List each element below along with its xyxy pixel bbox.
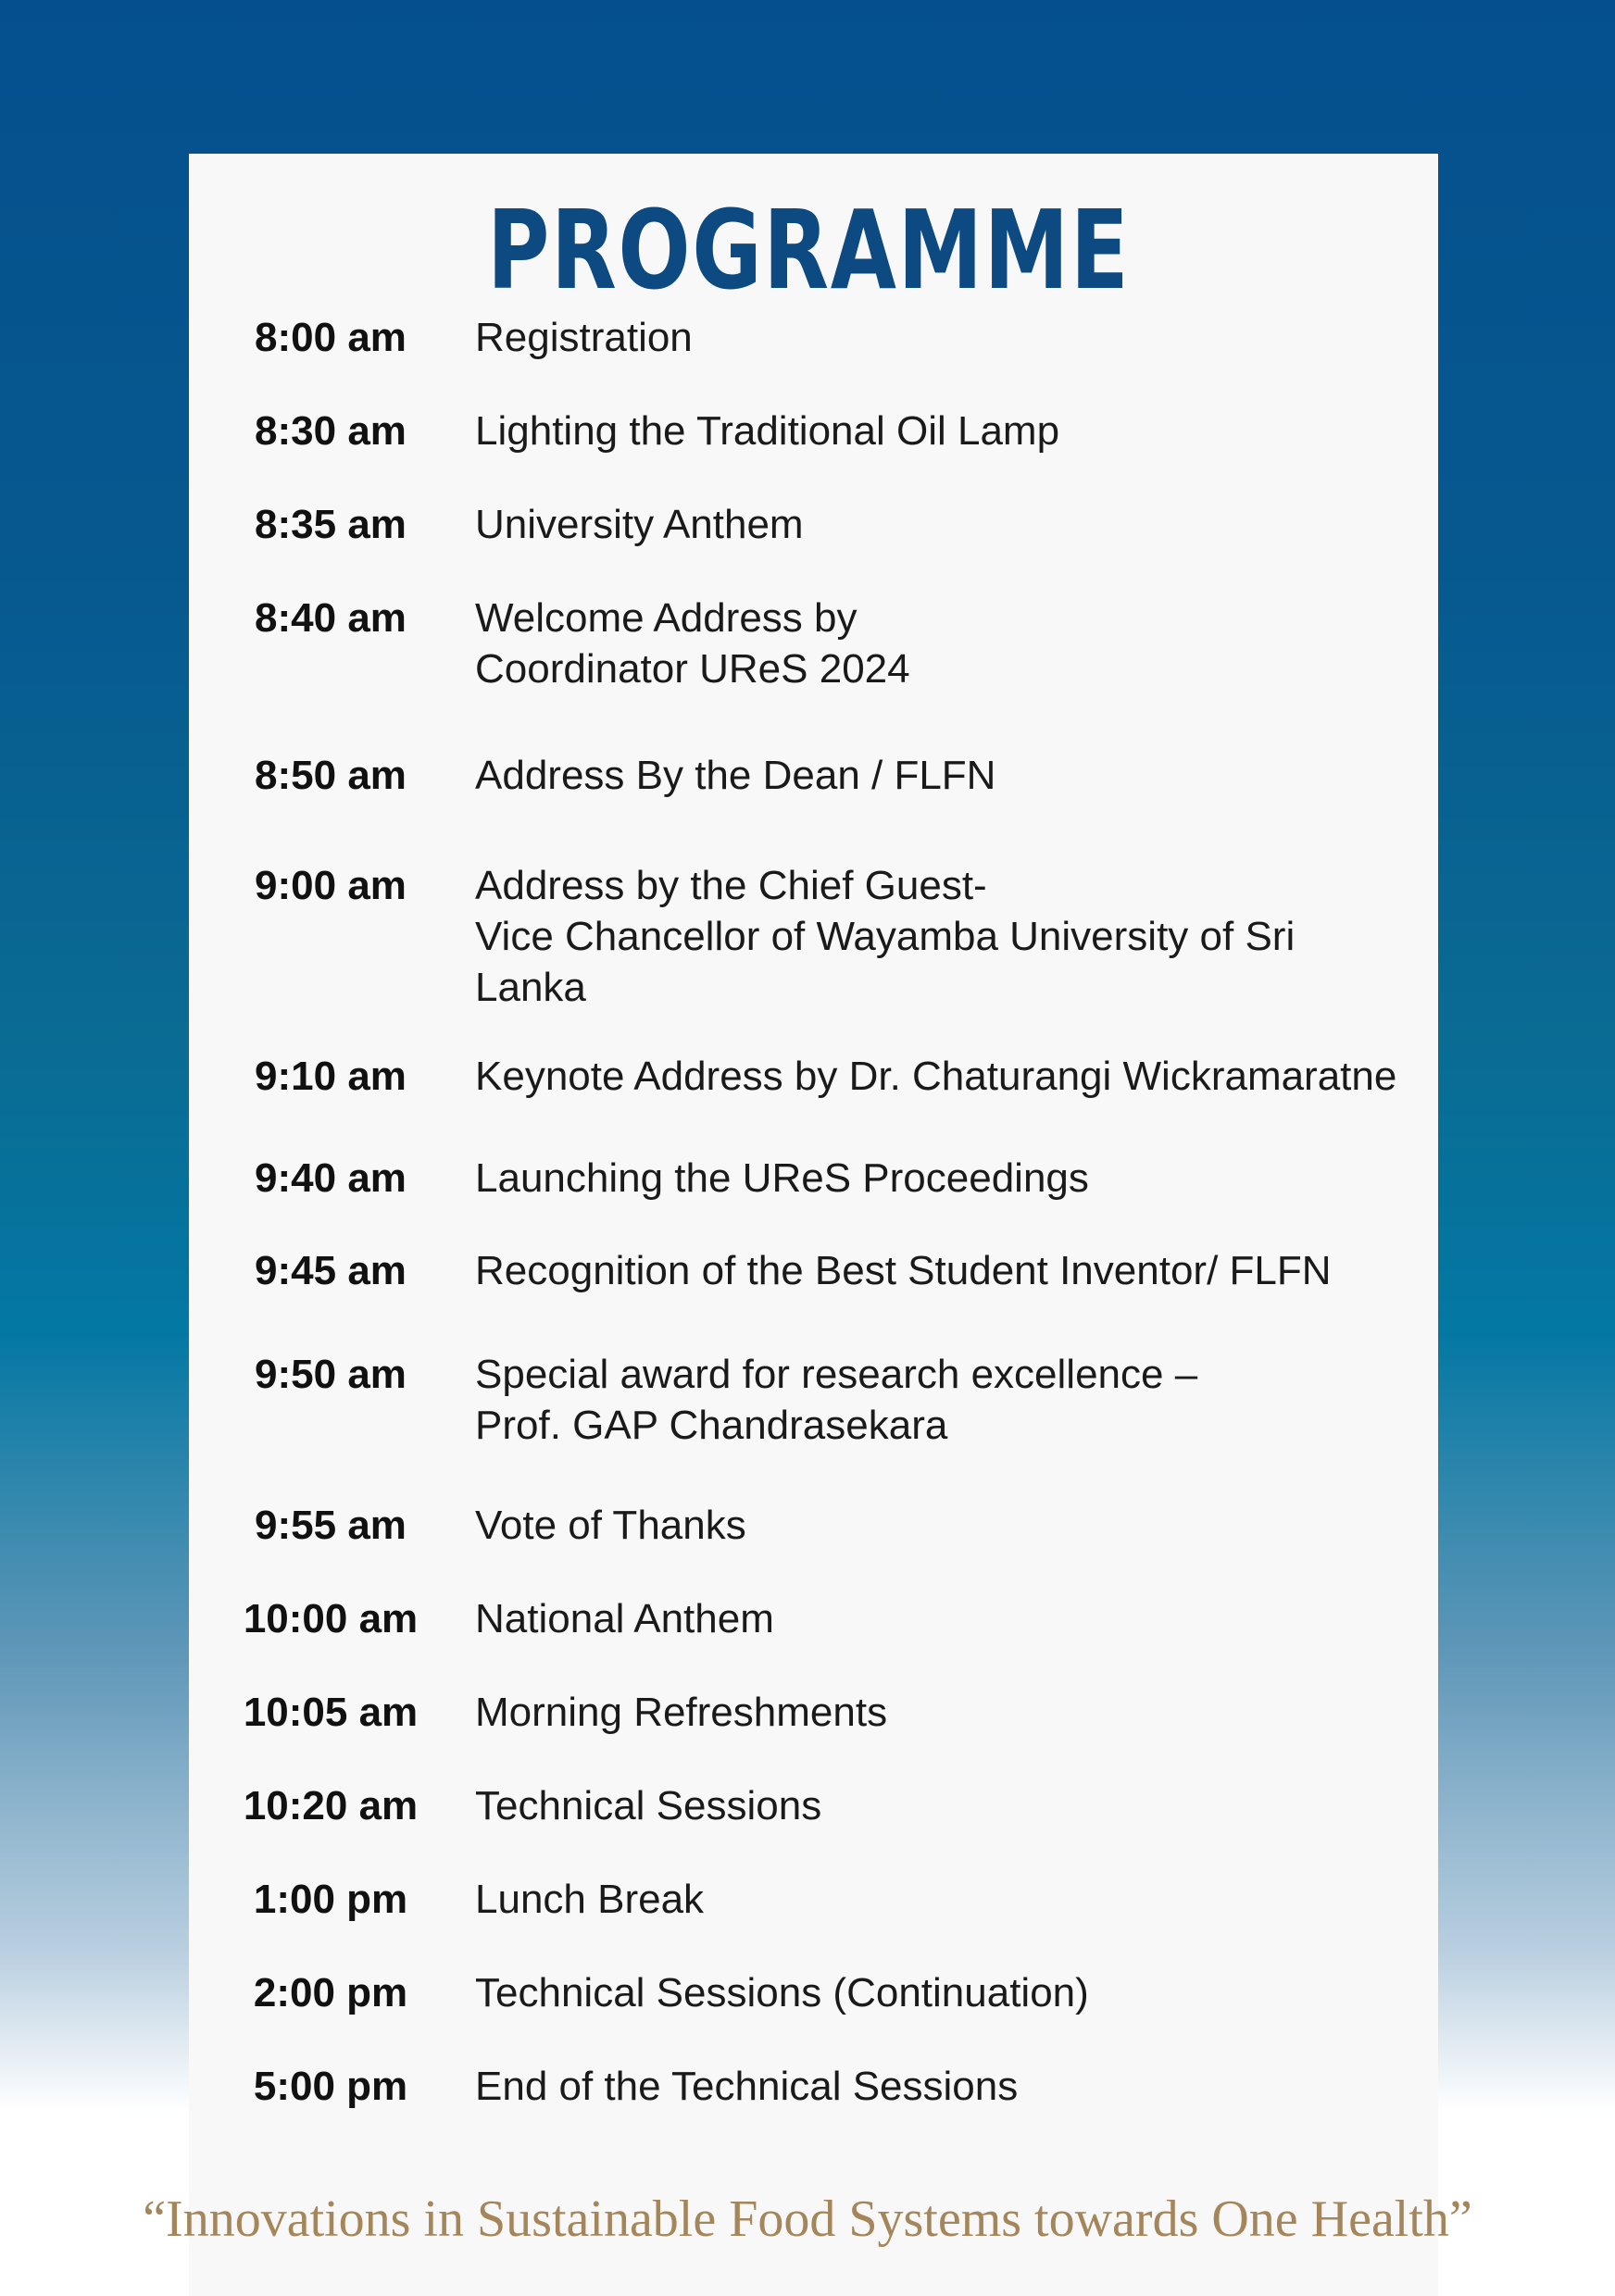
schedule-description — [475, 1593, 1433, 1644]
schedule-description — [475, 312, 1433, 363]
schedule-description-line: Welcome Address by — [475, 595, 858, 641]
schedule-description — [475, 1245, 1433, 1296]
schedule-description — [475, 406, 1433, 456]
schedule-description — [475, 1780, 1433, 1831]
schedule-description-line: Prof. GAP Chandrasekara — [475, 1403, 948, 1448]
tagline: “Innovations in Sustainable Food Systems towards One Health” — [143, 2190, 1472, 2248]
schedule-description-line: Vice Chancellor of Wayamba University of Sri — [475, 914, 1296, 959]
schedule-time: 8:50 am — [255, 753, 407, 798]
schedule-time: 10:05 am — [243, 1690, 419, 1735]
schedule-description-line: Registration — [475, 315, 693, 360]
schedule-time: 8:00 am — [255, 315, 407, 360]
schedule-description — [475, 2061, 1433, 2112]
schedule-description-line: University Anthem — [475, 502, 804, 547]
schedule-description — [475, 1687, 1433, 1738]
schedule-time: 2:00 pm — [253, 1970, 408, 2015]
schedule-time: 9:40 am — [255, 1155, 407, 1201]
schedule-description-line: Lighting the Traditional Oil Lamp — [475, 408, 1060, 454]
schedule-time: 10:20 am — [243, 1783, 419, 1828]
schedule-description-line: Technical Sessions — [475, 1783, 822, 1828]
schedule-description-line: Lanka — [475, 965, 586, 1010]
schedule-description — [475, 1874, 1433, 1925]
schedule-time: 1:00 pm — [253, 1877, 408, 1922]
schedule-time: 9:10 am — [255, 1054, 407, 1099]
schedule-description — [475, 1967, 1433, 2018]
schedule-time: 9:50 am — [255, 1352, 407, 1397]
schedule-time: 8:40 am — [255, 595, 407, 641]
schedule-description-line: End of the Technical Sessions — [475, 2064, 1019, 2109]
schedule-description — [475, 1153, 1433, 1204]
schedule-time: 10:00 am — [243, 1596, 419, 1641]
schedule-description-line: Recognition of the Best Student Inventor/ FLFN — [475, 1248, 1332, 1293]
schedule-description — [475, 750, 1433, 801]
schedule-description — [475, 1500, 1433, 1551]
schedule-description-line: Technical Sessions (Continuation) — [475, 1970, 1089, 2015]
schedule-time: 9:55 am — [255, 1503, 407, 1548]
schedule-description-line: Morning Refreshments — [475, 1690, 888, 1735]
schedule-time: 9:45 am — [255, 1248, 407, 1293]
schedule-description-line: Special award for research excellence – — [475, 1352, 1198, 1397]
schedule-description-line: Keynote Address by Dr. Chaturangi Wickramaratne — [475, 1054, 1397, 1099]
schedule-description — [475, 1051, 1433, 1102]
schedule-description-line: Lunch Break — [475, 1877, 705, 1922]
schedule-time: 9:00 am — [255, 863, 407, 908]
schedule-description-line: National Anthem — [475, 1596, 774, 1641]
schedule-description — [475, 860, 1433, 1013]
schedule-description — [475, 1349, 1433, 1451]
schedule-description-line: Launching the UReS Proceedings — [475, 1155, 1089, 1201]
schedule-description-line: Address By the Dean / FLFN — [475, 753, 996, 798]
schedule-time: 8:30 am — [255, 408, 407, 454]
schedule-description — [475, 499, 1433, 550]
schedule-description-line: Address by the Chief Guest- — [475, 863, 987, 908]
schedule-description — [475, 593, 1433, 694]
page-title: PROGRAMME — [486, 186, 1131, 314]
schedule-time: 5:00 pm — [253, 2064, 408, 2109]
schedule-description-line: Coordinator UReS 2024 — [475, 646, 910, 692]
schedule-time: 8:35 am — [255, 502, 407, 547]
schedule-description-line: Vote of Thanks — [475, 1503, 746, 1548]
